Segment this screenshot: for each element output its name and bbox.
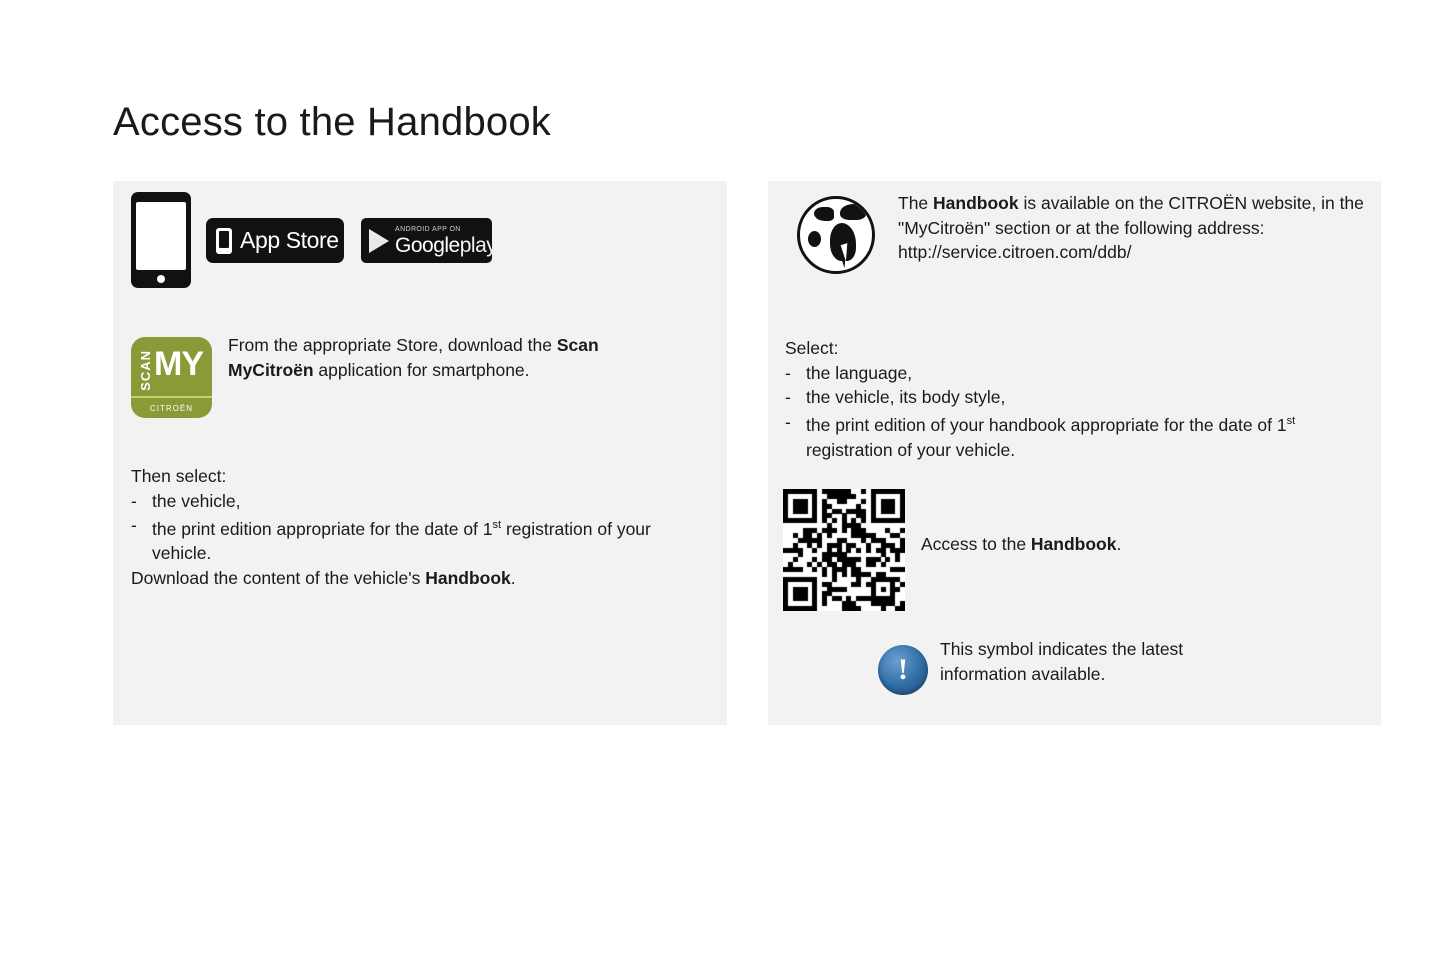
page-title: Access to the Handbook: [113, 100, 551, 144]
qr-access-text: [921, 532, 1221, 557]
select-item-1: the vehicle, its body style,: [806, 387, 1006, 407]
globe-landmass: [814, 207, 834, 221]
handbook-website-text: [898, 191, 1368, 265]
globe-landmass: [808, 231, 821, 247]
select-item-0: the language,: [806, 362, 913, 383]
select-heading: Select:: [785, 338, 839, 358]
list-item: [131, 513, 691, 566]
globe-landmass: [840, 204, 866, 220]
scan-app-main-label: MY: [154, 345, 203, 383]
info-exclamation-icon: [878, 645, 928, 695]
globe-cursor-icon: [797, 196, 881, 280]
scan-app-divider: [131, 396, 212, 398]
globe-circle: [797, 196, 875, 274]
qr-code-icon[interactable]: [783, 489, 905, 611]
intro-bold: Handbook: [933, 193, 1019, 213]
app-store-label: App Store: [240, 227, 339, 253]
smartphone-icon: [131, 192, 191, 288]
list-dash: -: [131, 490, 137, 511]
then-select-heading: Then select:: [131, 466, 227, 486]
info-icon-glyph: !: [898, 653, 908, 686]
qr-text-bold: Handbook: [1030, 534, 1117, 554]
list-dash: -: [785, 411, 791, 432]
then-select-block: [131, 464, 691, 590]
qr-text-part2: .: [1116, 534, 1122, 554]
google-play-word-google: Google: [395, 233, 460, 257]
list-dash: -: [785, 362, 791, 383]
list-item: [785, 361, 1345, 386]
google-play-word-play: play: [459, 233, 497, 257]
intro-part1: The: [898, 193, 934, 213]
store-text-bold: Scan MyCitroën: [228, 335, 599, 380]
handbook-url[interactable]: http://service.citroen.com/ddb/: [898, 242, 1132, 262]
select-block: [785, 336, 1345, 462]
smartphone-home-button: [157, 275, 165, 283]
store-text-part1: From the appropriate Store, download the: [228, 335, 557, 355]
smartphone-screen: [136, 202, 186, 270]
list-dash: -: [785, 387, 791, 407]
list-item: [131, 489, 691, 514]
then-select-item-1: the print edition appropriate for the date of 1st registration of your vehicle.: [152, 518, 651, 564]
list-item: [785, 385, 1345, 410]
scan-app-brand-label: CITROËN: [150, 404, 193, 413]
store-text-part2: application for smartphone.: [313, 359, 530, 380]
select-item-2: the print edition of your handbook appropriate for the date of 1st registration of your vehicle.: [806, 415, 1296, 460]
intro-part2: is available on the CITROËN website, in the "MyCitroën" section or at the following address:: [898, 193, 1364, 238]
then-select-item-0: the vehicle,: [152, 490, 241, 511]
download-handbook-line: [131, 566, 691, 591]
apple-device-icon: [216, 228, 232, 254]
list-item: [785, 410, 1345, 463]
then-select-list: [131, 489, 691, 566]
scan-mycitroen-app-icon: [131, 337, 212, 418]
store-download-text: [228, 333, 628, 382]
download-part1: Download the content of the vehicle's: [131, 567, 426, 588]
qr-text-part1: Access to the: [921, 534, 1031, 554]
qr-code-canvas: [783, 489, 905, 611]
scan-app-vertical-label: SCAN: [138, 350, 153, 391]
select-list: [785, 361, 1345, 463]
google-play-badge[interactable]: [361, 218, 497, 263]
google-play-small-label: ANDROID APP ON: [395, 225, 461, 233]
download-part2: .: [510, 567, 516, 588]
info-symbol-text: This symbol indicates the latest information available.: [940, 639, 1184, 684]
app-store-badge[interactable]: [206, 218, 344, 263]
list-dash: -: [131, 515, 137, 535]
download-bold: Handbook: [425, 567, 511, 588]
play-triangle-icon: [369, 229, 389, 253]
